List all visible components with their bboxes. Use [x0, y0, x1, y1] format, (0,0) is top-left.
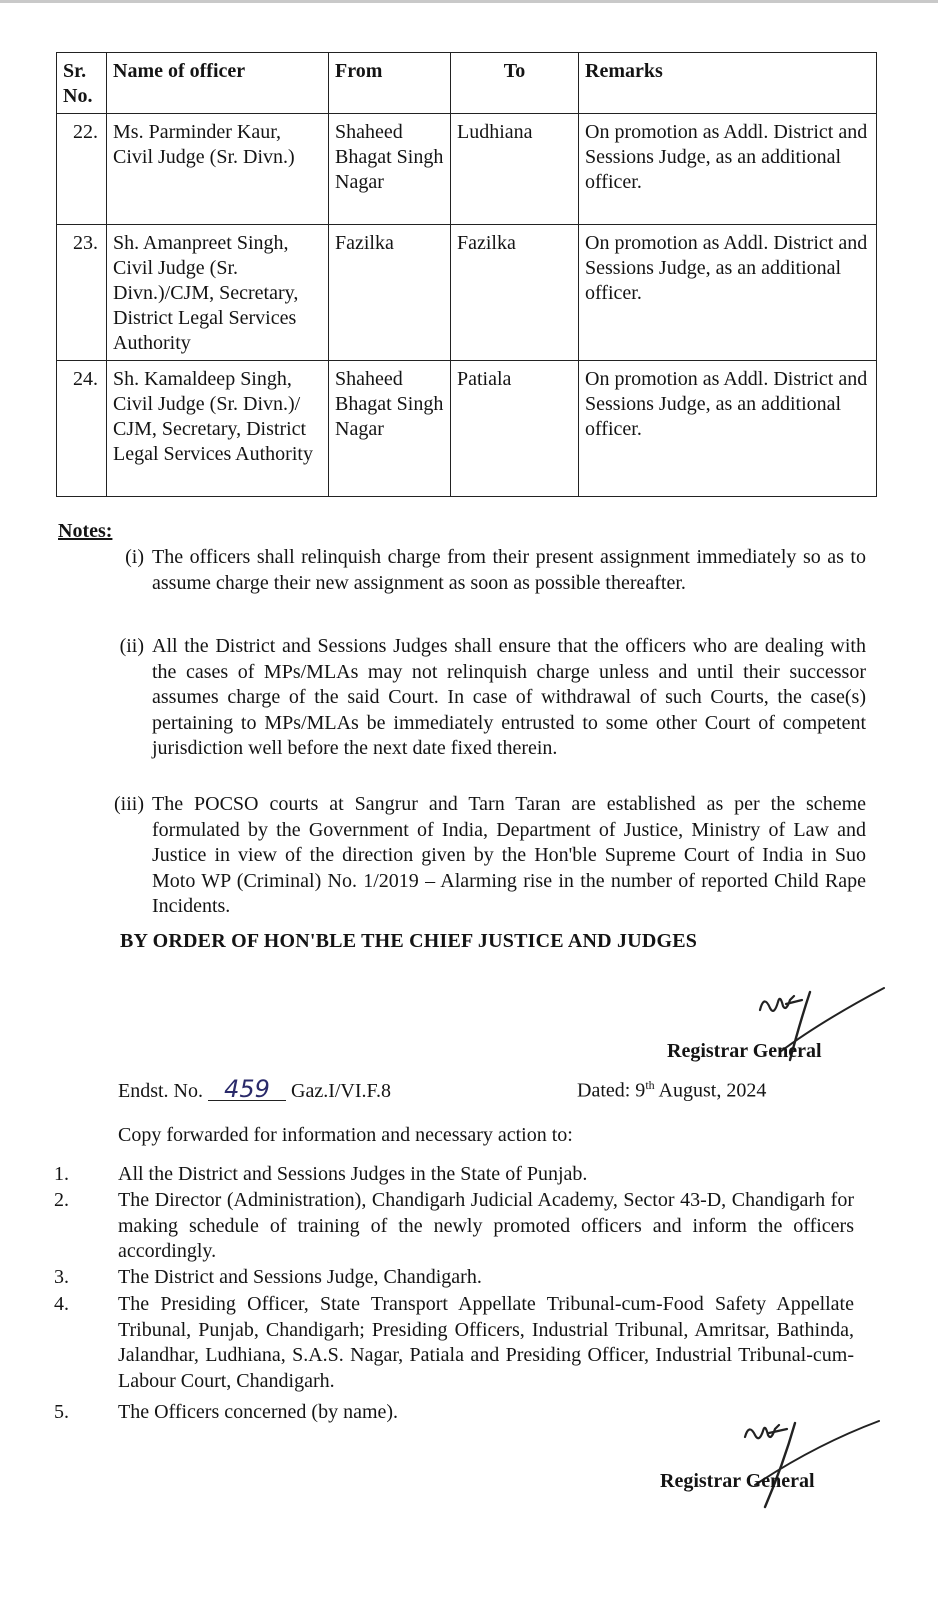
cell-name: Sh. Kamaldeep Singh, Civil Judge (Sr. Divn.)/ CJM, Secretary, District Legal Services Authority — [107, 361, 329, 497]
note-text: The POCSO courts at Sangrur and Tarn Taran are established as per the scheme formulated by the Government of India, Department of Justice, Ministry of Law and Justice in view of the direction given by the Hon'ble Supreme Court of India in Suo Moto WP (Criminal) No. 1/2019 – Alarming rise in the number of reported Child Rape Incidents. — [152, 793, 866, 917]
note-item — [96, 545, 866, 596]
endorsement-ref: Gaz.I/VI.F.8 — [291, 1080, 392, 1102]
registrar-general-label: Registrar General — [667, 1040, 822, 1062]
note-item — [96, 634, 866, 762]
cell-to: Patiala — [451, 361, 579, 497]
header-name: Name of officer — [107, 53, 329, 114]
recipient-text: The District and Sessions Judge, Chandigarh. — [118, 1266, 482, 1288]
header-to: To — [451, 53, 579, 114]
recipient-text: The Officers concerned (by name). — [118, 1401, 399, 1423]
list-item — [54, 1400, 854, 1426]
cell-sr: 23. — [57, 225, 107, 361]
top-border-line — [0, 0, 938, 3]
dated-superscript: th — [645, 1078, 655, 1092]
recipient-text: All the District and Sessions Judges in the State of Punjab. — [118, 1163, 588, 1185]
endorsement-label: Endst. No. — [118, 1080, 203, 1102]
recipient-number: 3. — [54, 1266, 69, 1288]
table-header-row — [57, 53, 877, 114]
cell-from: Fazilka — [329, 225, 451, 361]
cell-to: Ludhiana — [451, 114, 579, 225]
registrar-general-label-2: Registrar General — [660, 1470, 815, 1492]
copy-forwarded-line: Copy forwarded for information and necessary action to: — [118, 1124, 573, 1146]
note-item — [96, 792, 866, 920]
recipient-number: 2. — [54, 1189, 69, 1211]
cell-name: Ms. Parminder Kaur, Civil Judge (Sr. Divn.) — [107, 114, 329, 225]
note-number: (i) — [125, 546, 144, 568]
header-sr-no: Sr. No. — [57, 53, 107, 114]
cell-remarks: On promotion as Addl. District and Sessions Judge, as an additional officer. — [579, 361, 877, 497]
cell-remarks: On promotion as Addl. District and Sessions Judge, as an additional officer. — [579, 225, 877, 361]
officers-transfer-table — [56, 52, 877, 497]
order-line: BY ORDER OF HON'BLE THE CHIEF JUSTICE AND JUDGES — [120, 930, 698, 952]
table-row — [57, 361, 877, 497]
endorsement-number: 459 — [208, 1078, 286, 1101]
dated-suffix: August, 2024 — [654, 1079, 767, 1102]
notes-heading: Notes: — [58, 520, 113, 542]
cell-remarks: On promotion as Addl. District and Sessions Judge, as an additional officer. — [579, 114, 877, 225]
recipient-number: 1. — [54, 1163, 69, 1185]
table-row — [57, 225, 877, 361]
note-text: The officers shall relinquish charge from their present assignment immediately so as to assume charge their new assignment as soon as possible thereafter. — [152, 546, 866, 594]
list-item — [54, 1265, 854, 1291]
dated-line — [577, 1078, 766, 1103]
cell-name: Sh. Amanpreet Singh, Civil Judge (Sr. Divn.)/CJM, Secretary, District Legal Services Authority — [107, 225, 329, 361]
note-number: (ii) — [119, 635, 144, 657]
cell-sr: 22. — [57, 114, 107, 225]
cell-from: Shaheed Bhagat Singh Nagar — [329, 361, 451, 497]
table-row — [57, 114, 877, 225]
recipient-number: 4. — [54, 1293, 69, 1315]
signature-2 — [735, 1415, 885, 1515]
header-from: From — [329, 53, 451, 114]
cell-to: Fazilka — [451, 225, 579, 361]
note-text: All the District and Sessions Judges shall ensure that the officers who are dealing with the cases of MPs/MLAs may not relinquish charge unless and until their successor assumes charge of the said Court. In case of withdrawal of such Courts, the case(s) pertaining to MPs/MLAs be immediately entrusted to some other Court of competent jurisdiction well before the next date fixed therein. — [152, 635, 866, 759]
note-number: (iii) — [114, 793, 144, 815]
recipient-text: The Presiding Officer, State Transport Appellate Tribunal-cum-Food Safety Appellate Tribunal, Punjab, Chandigarh; Presiding Officers, Industrial Tribunal, Amritsar, Bathinda, Jalandhar, Ludhiana, S.A.S. Nagar, Patiala and Presiding Officer, Industrial Tribunal-cum-Labour Court, Chandigarh. — [118, 1293, 854, 1392]
endorsement-line — [118, 1075, 392, 1103]
list-item — [54, 1188, 854, 1265]
dated-prefix: Dated: 9 — [577, 1079, 646, 1102]
cell-from: Shaheed Bhagat Singh Nagar — [329, 114, 451, 225]
recipient-number: 5. — [54, 1401, 69, 1423]
cell-sr: 24. — [57, 361, 107, 497]
list-item — [54, 1162, 854, 1188]
recipient-text: The Director (Administration), Chandigarh Judicial Academy, Sector 43-D, Chandigarh for making schedule of training of the newly promoted officers and inform the officers accordingly. — [118, 1189, 854, 1262]
header-remarks: Remarks — [579, 53, 877, 114]
list-item — [54, 1292, 854, 1394]
